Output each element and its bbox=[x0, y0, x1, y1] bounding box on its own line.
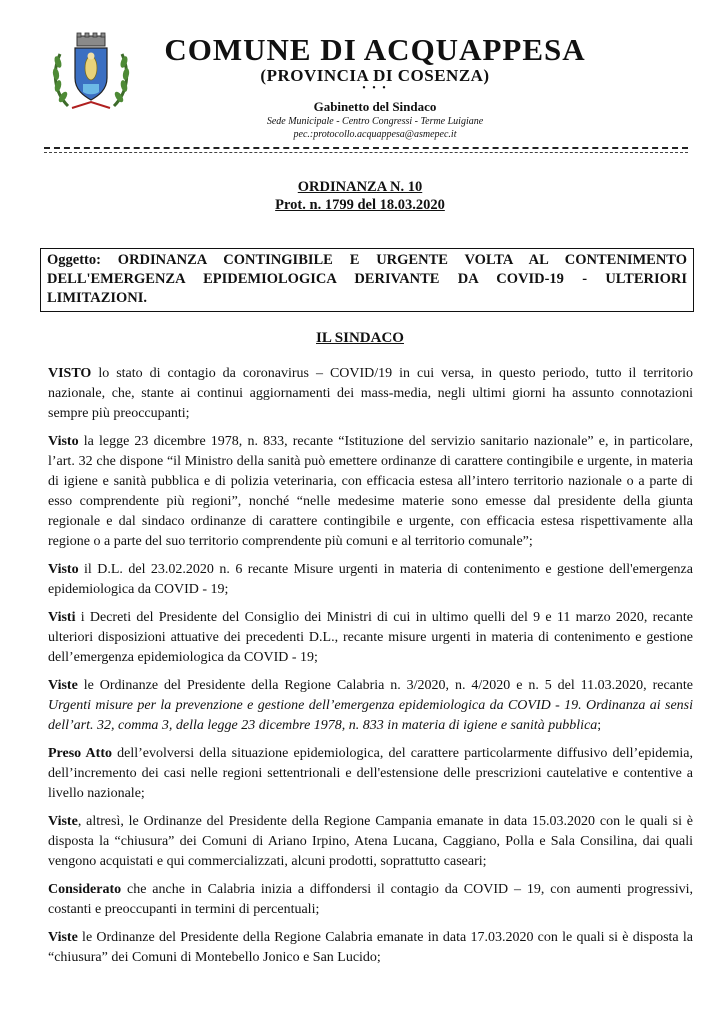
paragraph-lead: Viste bbox=[48, 814, 78, 829]
header-separator: • • • bbox=[362, 83, 388, 94]
paragraph-text: lo stato di contagio da coronavirus – COVID/19 in cui versa, in questo periodo, tutto il territorio nazionale, che, stante ai continui aggiornamenti dei mass-media, negli ultimi giorni ha assunto connotazioni sempre più preoccupanti; bbox=[48, 366, 693, 421]
paragraph-lead: Visti bbox=[48, 610, 76, 625]
paragraph-text: il D.L. del 23.02.2020 n. 6 recante Misure urgenti in materia di contenimento e gestione dell'emergenza epidemiologica da COVID - 19; bbox=[48, 562, 693, 597]
paragraph bbox=[48, 928, 693, 968]
office-name: Gabinetto del Sindaco bbox=[313, 99, 437, 114]
paragraph-tail: ; bbox=[597, 718, 602, 733]
paragraph-text: le Ordinanze del Presidente della Regione Calabria n. 3/2020, n. 4/2020 e n. 5 del 11.03.2020, recante bbox=[77, 678, 693, 693]
paragraph-text: i Decreti del Presidente del Consiglio dei Ministri di cui in ultimo quelli del 9 e 11 marzo 2020, recante ulteriori disposizioni attuative dei precedenti D.L., recante misure urgenti in materia di contenimento e gestione dell’emergenza epidemiologica da COVID - 19; bbox=[48, 610, 693, 665]
paragraph bbox=[48, 676, 693, 736]
subject-label: Oggetto: bbox=[47, 252, 101, 268]
paragraph-italic-text: Urgenti misure per la prevenzione e gestione dell’emergenza epidemiologica da COVID - 19. Ordinanza ai sensi dell’art. 32, comma 3, della legge 23 dicembre 1978, n. 833 in materia di igiene e sanità pubblica bbox=[48, 698, 693, 733]
office-seat: Sede Municipale - Centro Congressi - Terme Luigiane bbox=[266, 116, 484, 127]
paragraph-lead: Viste bbox=[48, 678, 78, 693]
protocol-number: Prot. n. 1799 del 18.03.2020 bbox=[275, 197, 445, 213]
paragraph-lead: Visto bbox=[48, 434, 79, 449]
section-heading: IL SINDACO bbox=[316, 330, 404, 346]
paragraph bbox=[48, 812, 693, 872]
paragraph bbox=[48, 608, 693, 668]
header-divider-thin bbox=[44, 152, 688, 153]
paragraph-lead: Considerato bbox=[48, 882, 122, 897]
paragraph bbox=[48, 364, 693, 424]
paragraph-lead: Visto bbox=[48, 562, 79, 577]
paragraph bbox=[48, 432, 693, 552]
paragraph-text: dell’evolversi della situazione epidemiologica, del carattere particolarmente diffusivo dell’epidemia, dell’incremento dei casi nelle regioni settentrionali e dell'estensione delle prescrizioni cautelative e contentive a livello nazionale; bbox=[48, 746, 694, 801]
municipality-title: COMUNE DI ACQUAPPESA bbox=[164, 32, 586, 67]
paragraph-text: , altresì, le Ordinanze del Presidente della Regione Campania emanate in data 15.03.2020 con le quali si è disposta la “chiusura” dei Comuni di Ariano Irpino, Atena Lucana, Caggiano, Polla e Sala Consilina, dai quali vengono acquistati e qui commercializzati, alcuni prodotti, soprattutto caseari; bbox=[48, 814, 693, 869]
paragraph-lead: VISTO bbox=[48, 366, 92, 381]
ordinance-body bbox=[48, 364, 693, 976]
coat-of-arms-icon bbox=[50, 32, 132, 116]
province-name: (PROVINCIA DI COSENZA) bbox=[260, 66, 490, 85]
ordinance-number: ORDINANZA N. 10 bbox=[297, 179, 423, 195]
paragraph-text: che anche in Calabria inizia a diffondersi il contagio da COVID – 19, con aumenti progressivi, costanti e preoccupanti in termini di percentuali; bbox=[48, 882, 693, 917]
paragraph-lead: Preso Atto bbox=[48, 746, 112, 761]
paragraph bbox=[48, 744, 693, 804]
paragraph bbox=[48, 560, 693, 600]
paragraph bbox=[48, 880, 693, 920]
paragraph-lead: Viste bbox=[48, 930, 78, 945]
subject-text: ORDINANZA CONTINGIBILE E URGENTE VOLTA AL CONTENIMENTO DELL'EMERGENZA EPIDEMIOLOGICA DERIVANTE DA COVID-19 - ULTERIORI LIMITAZIONI. bbox=[47, 252, 687, 306]
subject-box bbox=[40, 248, 694, 312]
paragraph-text: le Ordinanze del Presidente della Regione Calabria emanate in data 17.03.2020 con le quali si è disposta la “chiusura” dei Comuni di Montebello Jonico e San Lucido; bbox=[48, 930, 693, 965]
letterhead bbox=[0, 0, 720, 150]
pec-address: pec.:protocollo.acquappesa@asmepec.it bbox=[293, 129, 457, 140]
paragraph-text: la legge 23 dicembre 1978, n. 833, recante “Istituzione del servizio sanitario nazionale” e, in particolare, l’art. 32 che dispone “il Ministro della sanità può emettere ordinanze di carattere contingibile e urgente, in materia di igiene e sanità pubblica e di polizia veterinaria, con efficacia estesa all’intero territorio nazionale o a parte di esso comprendente più regioni”, nonché “nelle medesime materie sono emesse dal presidente della giunta regionale e dal sindaco ordinanze di carattere contingibile e urgente, con efficacia estesa rispettivamente alla regione o a parte del suo territorio comprendente più comuni e al territorio comunale”; bbox=[48, 434, 693, 549]
header-divider bbox=[44, 147, 688, 149]
